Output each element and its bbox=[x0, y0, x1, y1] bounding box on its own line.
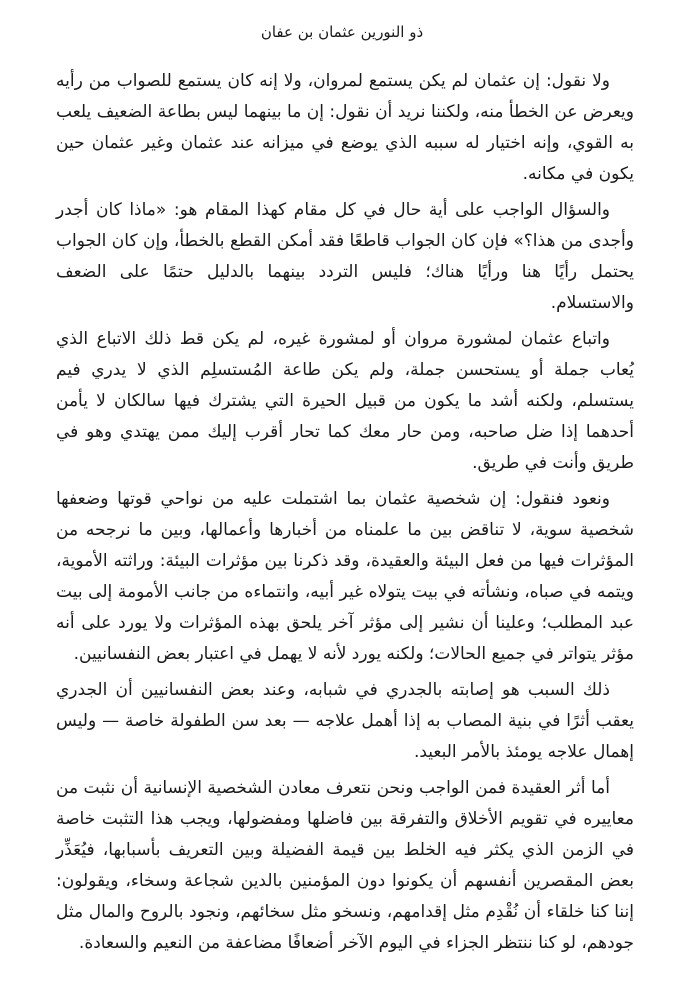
running-header: ذو النورين عثمان بن عفان bbox=[260, 23, 424, 41]
paragraph-5: ذلك السبب هو إصابته بالجدري في شبابه، وعند بعض النفسانيين أن الجدري يعقب أثرًا في بنية المصاب به إذا أهمل علاجه — بعد سن الطفولة خاصة — وليس إهمال علاجه يومئذ بالأمر البعيد. bbox=[56, 680, 634, 762]
paragraph-3: واتباع عثمان لمشورة مروان أو لمشورة غيره، لم يكن قط ذلك الاتباع الذي يُعاب جملة أو يستحسن جملة، ولم يكن طاعة المُستسلِم الذي لا يدري فيم يستسلم، ولكنه أشد ما يكون من قبيل الحيرة التي يشترك فيها سالكان لا يأمن أحدهما إذا ضل صاحبه، ومن حار معك كما تحار أقرب إليك ممن يهتدي وهو في طريق وأنت في طريق. bbox=[56, 329, 634, 473]
paragraph-4: ونعود فنقول: إن شخصية عثمان بما اشتملت عليه من نواحي قوتها وضعفها شخصية سوية، لا تناقض بين ما علمناه من أخبارها وأعمالها، وبين ما نرجحه من المؤثرات فيها من فعل البيئة والعقيدة، وقد ذكرنا بين مؤثرات البيئة: وراثته الأموية، ويتمه في صباه، ونشأته في بيت يتولاه غير أبيه، وانتماءه من جانب الأمومة إلى بيت عبد المطلب؛ وعلينا أن نشير إلى مؤثر آخر يلحق بهذه المؤثرات ولا يورد على أنه مؤثر يتواتر في جميع الحالات؛ ولكنه يورد لأنه لا يهمل في اعتبار بعض النفسانيين. bbox=[56, 489, 634, 664]
body-text bbox=[56, 66, 634, 964]
paragraph-6: أما أثر العقيدة فمن الواجب ونحن نتعرف معادن الشخصية الإنسانية أن نثبت من معاييره في تقويم الأخلاق والتفرقة بين فاضلها ومفضولها، ويجب هذا التثبت خاصة في الزمن الذي يكثر فيه الخلط بين قيمة الفضيلة وبين التعريف بأسبابها، فيُعَذِّر بعض المقصرين أنفسهم أن يكونوا دون المؤمنين بالدين شجاعة وسخاء، ويقولون: إننا كنا خلقاء أن نُقْدِم مثل إقدامهم، ونسخو مثل سخائهم، ونجود بالروح والمال مثل جودهم، لو كنا ننتظر الجزاء في اليوم الآخر أضعافًا مضاعفة من النعيم والسعادة. bbox=[56, 778, 634, 953]
paragraph-2: والسؤال الواجب على أية حال في كل مقام كهذا المقام هو: «ماذا كان أجدر وأجدى من هذا؟» فإن كان الجواب قاطعًا فقد أمكن القطع بالخطأ، وإن كان الجواب يحتمل رأيًا هنا ورأيًا هناك؛ فليس التردد بينهما بالدليل حتمًا على الضعف والاستسلام. bbox=[56, 200, 634, 313]
paragraph-1: ولا نقول: إن عثمان لم يكن يستمع لمروان، ولا إنه كان يستمع للصواب من رأيه ويعرض عن الخطأ منه، ولكننا نريد أن نقول: إن ما بينهما ليس بطاعة الضعيف يلعب به القوي، وإنه اختيار له سببه الذي يوضع في ميزانه عند عثمان وغير عثمان حين يكون في مكانه. bbox=[56, 71, 634, 184]
